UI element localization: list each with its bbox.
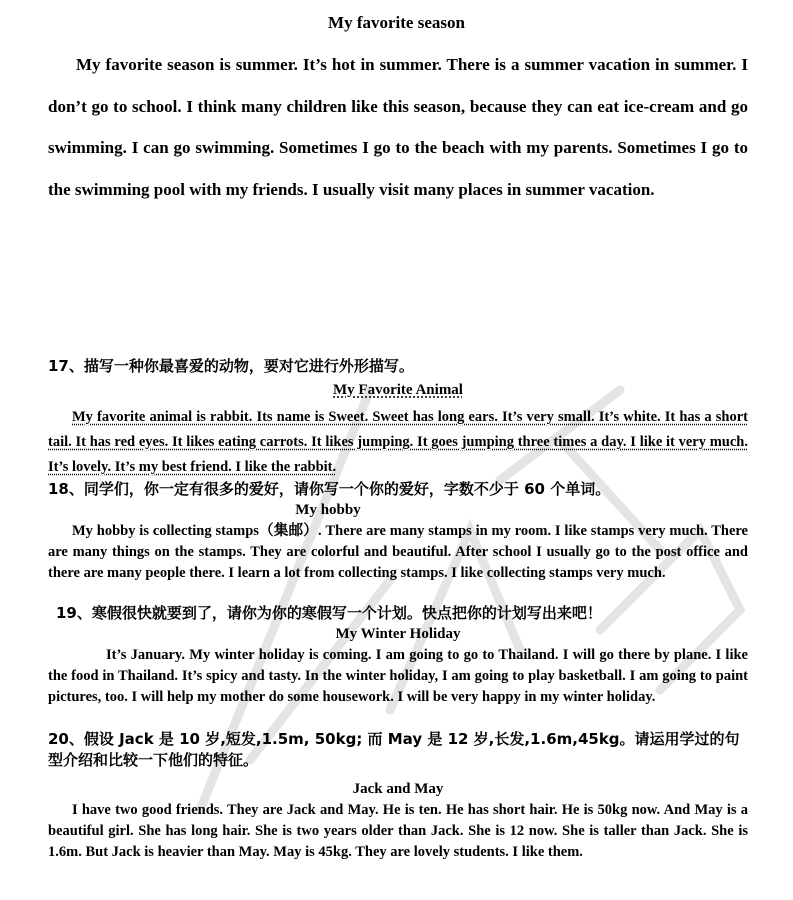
question-19	[48, 603, 748, 708]
essay-body-text: My favorite season is summer. It’s hot in summer. There is a summer vacation in summer. I don’t go to school. I think many children like this season, because they can eat ice-cream and go swimming. I can go swimming. Sometimes I go to the beach with my parents. Sometimes I go to the swimming pool with my friends. I usually visit many places in summer vacation.	[48, 55, 748, 199]
question-17-body	[48, 405, 748, 480]
question-19-title: My Winter Holiday	[335, 626, 461, 642]
question-19-body: It’s January. My winter holiday is coming. I am going to go to Thailand. I will go there by plane. I like the food in Thailand. It’s spicy and tasty. In the winter holiday, I am going to play basketball. I am going to paint pictures, too. I will help my mother do some housework. I will be very happy in my winter holiday.	[48, 647, 748, 705]
question-20-body: I have two good friends. They are Jack and May. He is ten. He has short hair. He is 50kg now. And May is a beautiful girl. She has long hair. She is two years older than Jack. She is 12 now. She is taller than Jack. She is 1.6m. But Jack is heavier than May. May is 45kg. They are lovely students. I like them.	[48, 802, 748, 860]
question-17-title-text: My Favorite Animal	[333, 382, 463, 398]
question-18-body: My hobby is collecting stamps（集邮）. There are many stamps in my room. I like stamps very much. There are many things on the stamps. They are colorful and beautiful. After school I usually go to the post office and there are many people there. I learn a lot from collecting stamps. I like collecting stamps very much.	[48, 523, 748, 581]
question-18	[48, 479, 748, 584]
question-20-title: Jack and May	[352, 781, 444, 797]
question-18-title: My hobby	[295, 502, 361, 518]
question-17-body-text: My favorite animal is rabbit. Its name is Sweet. Sweet has long ears. It’s very small. It’s white. It has a short tail. It has red eyes. It likes eating carrots. It likes jumping. It goes jumping three times a day. I like it very much. It’s lovely. It’s my best friend. I like the rabbit.	[48, 409, 748, 475]
question-19-prompt: 19、寒假很快就要到了，请你为你的寒假写一个计划。快点把你的计划写出来吧！	[56, 604, 602, 622]
question-17-title	[48, 380, 748, 401]
essay-title: My favorite season	[328, 13, 465, 32]
question-17-prompt: 17、描写一种你最喜爱的动物，要对它进行外形描写。	[48, 357, 414, 375]
question-18-prompt: 18、同学们，你一定有很多的爱好，请你写一个你的爱好，字数不少于 60 个单词。	[48, 480, 611, 498]
question-17	[48, 356, 748, 480]
essay-body	[48, 44, 748, 210]
question-20-prompt: 20、假设 Jack 是 10 岁,短发,1.5m, 50kg; 而 May 是 12 岁,长发,1.6m,45kg。请运用学过的句型介绍和比较一下他们的特征。	[48, 730, 740, 769]
question-20	[48, 729, 748, 863]
